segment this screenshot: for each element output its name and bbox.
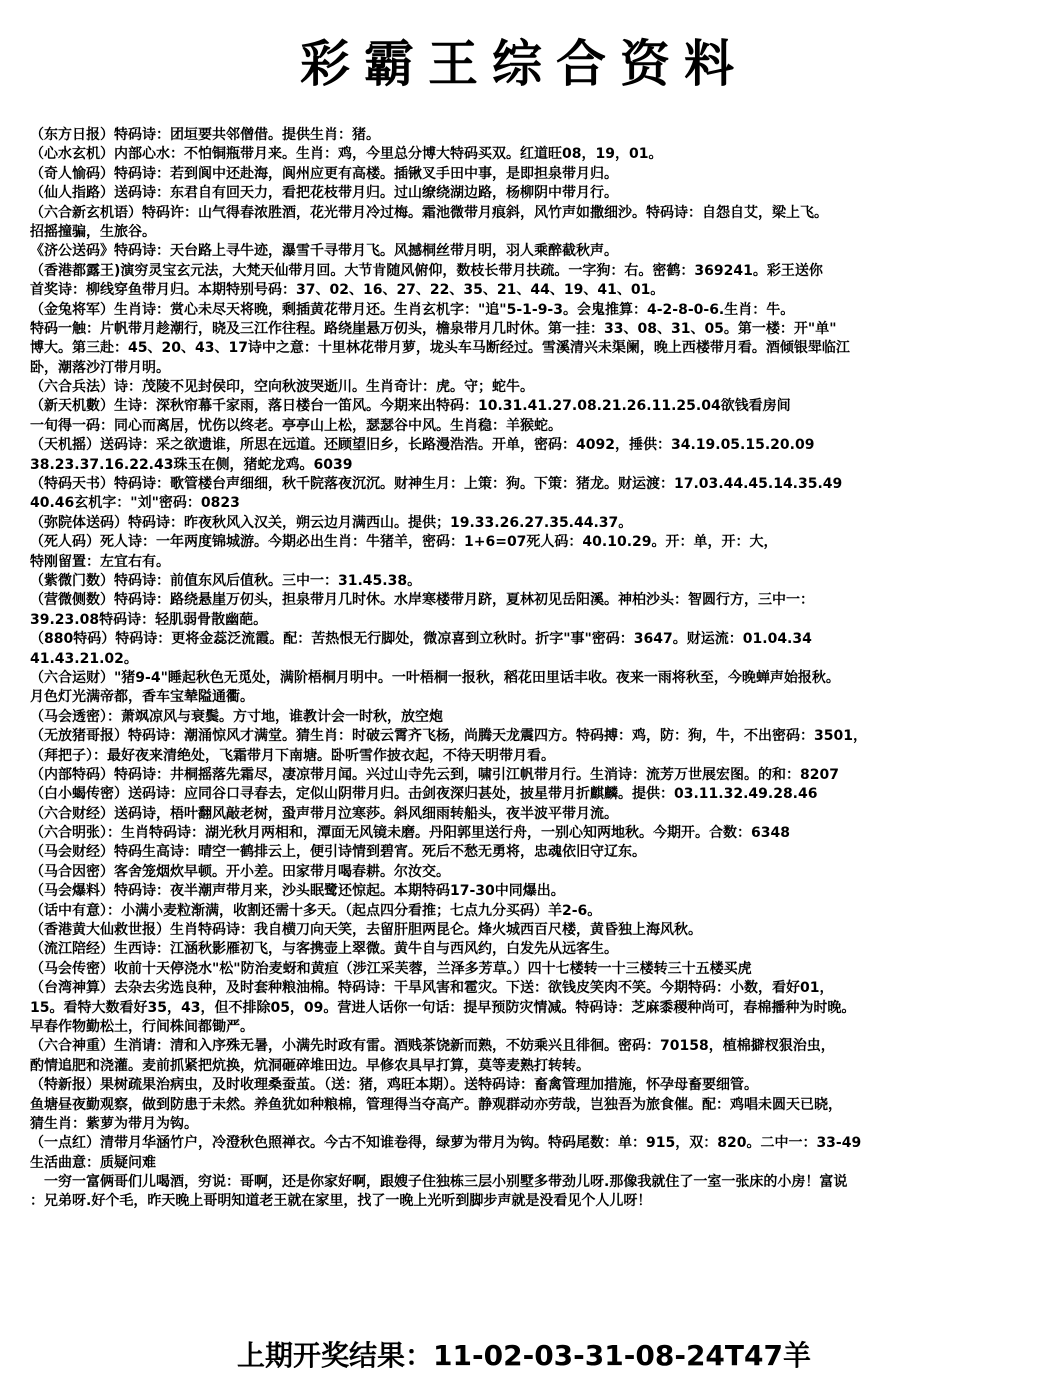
text-line: （特新报）果树疏果治病虫，及时收理桑蚕茧。（送：猪，鸡旺本期）。送特码诗：畜禽管理加措施，怀孕母畜要细管。	[30, 1077, 758, 1094]
text-line: （马会传密）收前十天停浇水"松"防治麦蚜和黄疸（涉江采芙蓉，兰泽多芳草。）四十七楼转一十三楼转三十五楼买虎	[30, 960, 752, 977]
text-line: （880特码）特码诗：更将金蕊泛流霞。配：苦热恨无行脚处，微凉喜到立秋时。折字"事"密码：3647。财运流：01.04.34	[30, 631, 812, 648]
text-line: （香港都露王)演穷灵宝玄元法，大梵天仙带月回。大节肯随风俯仰，数枝长带月扶疏。一字狗：右。密鹤：369241。彩王送你	[30, 262, 823, 279]
text-line: （六合兵法）诗：茂陵不见封侯印，空向秋波哭逝川。生肖奇计：虎。守；蛇牛。	[30, 379, 534, 396]
text-line: （仙人指路）送码诗：东君自有回天力，看把花枝带月归。过山缭绕湖边路，杨柳阴中带月行。	[30, 185, 618, 202]
text-line: 月色灯光满帝都，香车宝辇隘通衢。	[30, 689, 254, 706]
text-line: 早春作物勤松土，行间株间都锄严。	[30, 1018, 254, 1035]
text-line: 酌情追肥和浇灌。麦前抓紧把炕换，炕洞砸碎堆田边。早修农具早打算，莫等麦熟打转转。	[30, 1057, 590, 1074]
text-line: （香港黄大仙救世报）生肖特码诗：我自横刀向天笑，去留肝胆两昆仑。烽火城西百尺楼，黄昏独上海风秋。	[30, 922, 702, 939]
text-line: 38.23.37.16.22.43珠玉在侧，猪蛇龙鸡。6039	[30, 456, 353, 473]
text-line	[30, 1212, 1048, 1231]
text-line: （六合明张）：生肖特码诗：湖光秋月两相和，潭面无风镜未磨。丹阳郭里送行舟，一别心知两地秋。今期开。合数：6348	[30, 825, 790, 842]
document-body	[30, 126, 1048, 1251]
text-line: 《济公送码》特码诗：天台路上寻牛迹，瀑雪千寻带月飞。风撼桐丝带月明，羽人乘醉截秋声。	[30, 243, 618, 260]
text-line: （无放猪哥报）特码诗：潮涌惊风才满堂。猜生肖：时破云霄齐飞杨，尚腾天龙震四方。特码搏：鸡，防：狗，牛，不出密码：3501，	[30, 728, 867, 745]
text-line: （六合运财）"猪9-4"睡起秋色无觅处，满阶梧桐月明中。一叶梧桐一报秋，稻花田里话丰收。夜来一雨将秋至，今晚蝉声始报秋。	[30, 669, 840, 686]
text-line: （六合财经）送码诗，梧叶翻风敲老树，蛩声带月泣寒莎。斜风细雨转船头，夜半波平带月流。	[30, 805, 618, 822]
text-line: （马会财经）特码生高诗：晴空一鹤排云上，便引诗情到碧宵。死后不愁无勇将，忠魂依旧守辽东。	[30, 844, 646, 861]
text-line: （心水玄机）内部心水：不怕铜瓶带月来。生肖：鸡，今里总分博大特码买双。红道旺08，19，01。	[30, 146, 663, 163]
page-title: 彩霸王综合资料	[300, 34, 748, 93]
text-line: （马会透密）：萧飒凉风与衰鬓。方寸地，谁教计会一时秋，放空炮	[30, 708, 443, 725]
text-line: 生活曲意：质疑问难	[30, 1154, 156, 1171]
text-line: ：兄弟呀.好个毛，昨天晚上哥明知道老王就在家里，找了一晚上光听到脚步声就是没看见个人儿呀！	[30, 1193, 652, 1210]
text-line: （紫微门数）特码诗：前值东风后值秋。三中一：31.45.38。	[30, 572, 422, 589]
text-line: 特码一触：片帆带月趁潮行，晓及三江作往程。路绕崖悬万仞头，檐泉带月几时休。第一挂：33、08、31、05。第一楼：开"单"	[30, 320, 837, 337]
text-line: （拜把子）：最好夜来清绝处，飞霜带月下南塘。卧听雪作披衣起，不待天明带月看。	[30, 747, 555, 764]
text-line: （六合新玄机语）特码许：山气得春浓胜酒，花光带月冷过梅。霜池微带月痕斜，风竹声如撒细沙。特码诗：自怨自艾，梁上飞。	[30, 204, 828, 221]
text-line: （六合神重）生消请：清和入序殊无暑，小满先时政有雷。酒贱茶饶新而熟，不妨乘兴且徘徊。密码：70158，植棉擗杈狠治虫，	[30, 1038, 835, 1055]
text-line	[30, 1231, 1048, 1250]
text-line: （新天机數）生诗：深秋帘幕千家雨，落日楼台一笛风。今期来出特码：10.31.41.27.08.21.26.11.25.04欲钱看房间	[30, 398, 791, 415]
text-line: 特刚留置：左宜右有。	[30, 553, 170, 570]
text-line: （流江陪经）生西诗：江涵秋影雁初飞，与客携壶上翠微。黄牛自与西风约，白发先从远客生。	[30, 941, 618, 958]
text-line: （话中有意）：小满小麦粒渐满，收割还需十多天。（起点四分看推；七点九分买码）羊2-6。	[30, 902, 602, 919]
text-line: （死人码）死人诗：一年两度锦城游。今期必出生肖：牛猪羊，密码：1+6=07死人码：40.10.29。开：单，开：大，	[30, 534, 778, 551]
text-line: 一旬得一码：同心而离居，忧伤以终老。亭亭山上松，瑟瑟谷中风。生肖稳：羊猴蛇。	[30, 417, 562, 434]
text-line: （马合因密）客舍笼烟炊早顿。开小差。田家带月喝春耕。尔汝交。	[30, 863, 450, 880]
text-line: （天机摇）送码诗：采之欲遗谁，所思在远道。还顾望旧乡，长路漫浩浩。开单，密码：4092，捶供：34.19.05.15.20.09	[30, 437, 815, 454]
text-line: 首奖诗：柳线穿鱼带月归。本期特别号码：37、02、16、27、22、35、21、44、19、41、01。	[30, 282, 665, 299]
text-line: 39.23.08特码诗：轻肌弱骨散幽葩。	[30, 611, 268, 628]
text-line: 招摇撞骗，生旅谷。	[30, 223, 156, 240]
text-line: （东方日报）特码诗：团垣要共邻僧借。提供生肖：猪。	[30, 127, 380, 143]
text-line: 一穷一富俩哥们儿喝酒，穷说：哥啊，还是你家好啊，跟嫂子住独栋三层小别墅多带劲儿呀.那像我就住了一室一张床的小房！富说	[30, 1174, 848, 1191]
text-line: （金兔将军）生肖诗：赏心未尽天将晚，剩插黄花带月还。生肖玄机字："追"5-1-9-3。会鬼推算：4-2-8-0-6.生肖：牛。	[30, 301, 795, 318]
text-line: （弥院体送码）特码诗：昨夜秋风入汉关，朔云边月满西山。提供；19.33.26.27.35.44.37。	[30, 514, 633, 531]
text-line: 鱼塘昼夜勤观察，做到防患于未然。养鱼犹如种粮棉，管理得当夺高产。静观群动亦劳哉，岂独吾为旅食催。配：鸡唱未圆天已晓，	[30, 1096, 842, 1113]
text-line: （一点红）清带月华涵竹户，冷澄秋色照禅衣。今古不知谁卷得，绿萝为带月为钩。特码尾数：单：915，双：820。二中一：33-49	[30, 1135, 862, 1152]
text-line: （马会爆料）特码诗：夜半潮声带月来，沙头眠鹭还惊起。本期特码17-30中同爆出。	[30, 883, 565, 900]
text-line: （奇人愉码）特码诗：若到阆中还赴海，阆州应更有高楼。插锹叉手田中事，是即担泉带月归。	[30, 165, 618, 182]
text-line: 40.46玄机字："刘"密码：0823	[30, 495, 240, 512]
text-line: （内部特码）特码诗：井桐摇落先霜尽，凄凉带月闻。兴过山寺先云到，啸引江帆带月行。生消诗：流芳万世展宏图。的和：8207	[30, 766, 839, 783]
last-draw-result: 上期开奖结果：11-02-03-31-08-24T47羊	[237, 1339, 811, 1372]
text-line: 15。看特大数看好35，43，但不排除05，09。营进人话你一句话：提早预防灾情减。特码诗：芝麻黍稷种尚可，春棉播种为时晚。	[30, 999, 856, 1016]
text-line: （白小蝎传密）送码诗：应同谷口寻春去，定似山阴带月归。击剑夜深归甚处，披星带月折麒麟。提供：03.11.32.49.28.46	[30, 786, 818, 803]
text-line: 卧，潮落沙汀带月明。	[30, 359, 170, 376]
text-line: （营微侧数）特码诗：路绕悬崖万仞头，担泉带月几时休。水岸寒楼带月跻，夏林初见岳阳溪。神柏沙头：智圆行方，三中一：	[30, 592, 814, 609]
text-line: 41.43.21.02。	[30, 650, 138, 667]
text-line: 猜生肖：紫萝为带月为钩。	[30, 1115, 198, 1132]
text-line: （特码天书）特码诗：歌管楼台声细细，秋千院落夜沉沉。财神生月：上策：狗。下策：猪龙。财运渡：17.03.44.45.14.35.49	[30, 476, 843, 493]
text-line: 博大。第三赴：45、20、43、17诗中之意：十里林花带月萝，垅头车马断经过。雪溪清兴未渠阑，晚上西楼带月看。酒倾银斝临江	[30, 340, 850, 357]
text-line: （台湾神算）去杂去劣选良种，及时套种粮油棉。特码诗：干旱风害和雹灾。下送：欲钱皮笑肉不笑。今期特码：小数，看好01，	[30, 980, 834, 997]
